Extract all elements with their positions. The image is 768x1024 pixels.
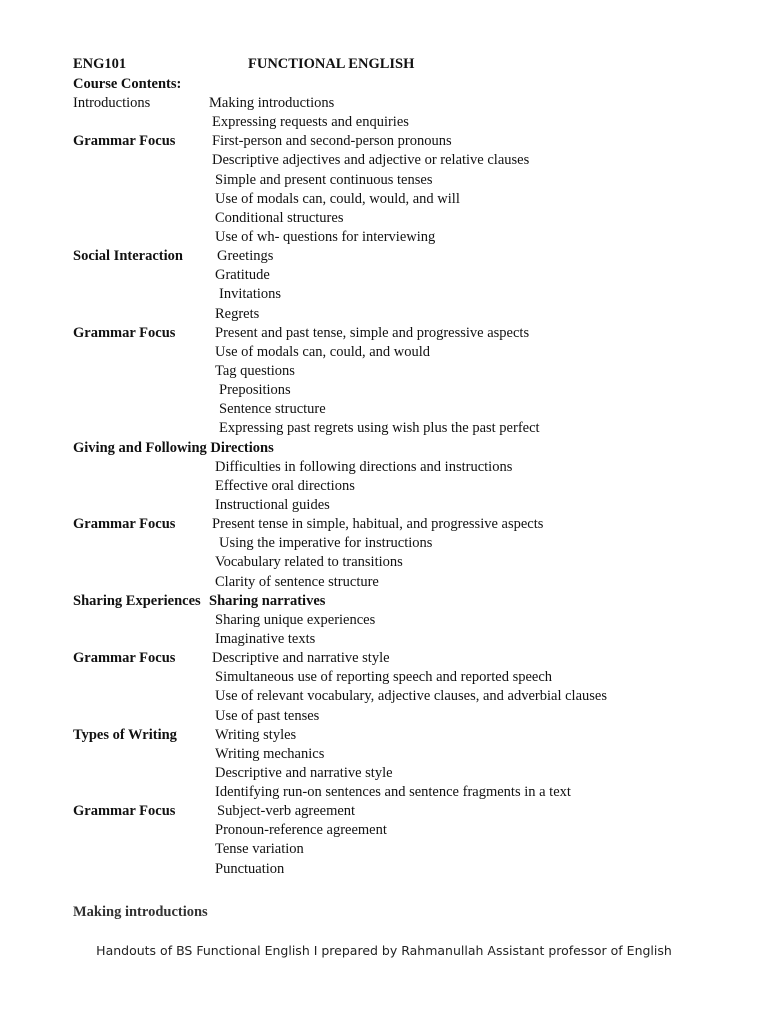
topic-item: Invitations — [219, 286, 282, 303]
topic-item: Use of modals can, could, would, and will — [215, 190, 460, 207]
content-row — [73, 802, 753, 821]
topic-label: Grammar Focus — [73, 803, 176, 820]
content-row — [73, 285, 753, 304]
content-row — [73, 381, 753, 400]
topic-label: Sharing Experiences — [73, 592, 201, 609]
content-row — [73, 171, 753, 190]
topic-item: Present and past tense, simple and progressive aspects — [215, 324, 530, 341]
content-row — [73, 247, 753, 266]
topic-item: Present tense in simple, habitual, and progressive aspects — [212, 516, 544, 533]
content-row — [73, 343, 753, 362]
topic-item: Use of relevant vocabulary, adjective clauses, and adverbial clauses — [215, 688, 607, 705]
topic-item: Prepositions — [219, 382, 291, 399]
topic-item: Writing mechanics — [215, 745, 325, 762]
content-row — [73, 534, 753, 553]
topic-item: Use of modals can, could, and would — [215, 343, 431, 360]
content-row — [73, 132, 753, 151]
content-row — [73, 860, 753, 879]
topic-item: Effective oral directions — [215, 477, 355, 494]
topic-item: Sharing unique experiences — [215, 611, 376, 628]
content-row — [73, 362, 753, 381]
content-row — [73, 94, 753, 113]
topic-item: Imaginative texts — [215, 630, 316, 647]
topic-item: Regrets — [215, 305, 260, 322]
topic-item: Sharing narratives — [209, 592, 326, 609]
topic-item: Clarity of sentence structure — [215, 573, 379, 590]
topic-item: Conditional structures — [215, 209, 344, 226]
header-row — [73, 56, 673, 75]
content-row — [73, 840, 753, 859]
content-row — [73, 400, 753, 419]
topic-label: Social Interaction — [73, 248, 183, 265]
topic-label: Grammar Focus — [73, 650, 176, 667]
topic-item: Using the imperative for instructions — [219, 535, 433, 552]
content-row — [73, 726, 753, 745]
content-row — [73, 745, 753, 764]
topic-item: First-person and second-person pronouns — [212, 133, 452, 150]
content-row — [73, 668, 753, 687]
topic-item: Tense variation — [215, 841, 304, 858]
course-contents-label: Course Contents: — [73, 76, 182, 92]
topic-item: Punctuation — [215, 860, 285, 877]
content-row — [73, 573, 753, 592]
content-row — [73, 477, 753, 496]
content-row — [73, 515, 753, 534]
topic-item: Use of past tenses — [215, 707, 320, 724]
topic-label: Grammar Focus — [73, 133, 176, 150]
content-row — [73, 439, 753, 458]
topic-item: Descriptive adjectives and adjective or relative clauses — [212, 152, 530, 169]
topic-item: Simultaneous use of reporting speech and reported speech — [215, 669, 553, 686]
content-row — [73, 496, 753, 515]
content-row — [73, 821, 753, 840]
content-row — [73, 305, 753, 324]
content-row — [73, 649, 753, 668]
topic-label: Grammar Focus — [73, 516, 176, 533]
content-row — [73, 151, 753, 170]
topic-item: Gratitude — [215, 267, 270, 284]
topic-item: Expressing requests and enquiries — [212, 114, 409, 131]
topic-item: Expressing past regrets using wish plus the past perfect — [219, 420, 540, 437]
content-row — [73, 458, 753, 477]
section-heading: Making introductions — [73, 904, 208, 920]
topic-item: Vocabulary related to transitions — [215, 554, 403, 571]
topic-label: Grammar Focus — [73, 324, 176, 341]
content-row — [73, 266, 753, 285]
content-row — [73, 783, 753, 802]
content-row — [73, 209, 753, 228]
topic-item: Instructional guides — [215, 496, 330, 513]
topic-item: Use of wh- questions for interviewing — [215, 228, 436, 245]
topic-item: Sentence structure — [219, 401, 326, 418]
content-row — [73, 113, 753, 132]
topic-item: Making introductions — [209, 95, 335, 111]
content-row — [73, 419, 753, 438]
content-row — [73, 190, 753, 209]
content-row — [73, 630, 753, 649]
content-row — [73, 324, 753, 343]
content-row — [73, 228, 753, 247]
topic-item: Writing styles — [215, 726, 297, 743]
course-title: FUNCTIONAL ENGLISH — [248, 56, 415, 72]
content-row — [73, 687, 753, 706]
topic-item: Tag questions — [215, 362, 295, 379]
topic-item: Descriptive and narrative style — [212, 650, 390, 667]
topic-label: Introductions — [73, 95, 151, 111]
content-row — [73, 707, 753, 726]
topic-label: Giving and Following Directions — [73, 439, 274, 456]
content-row — [73, 592, 753, 611]
course-code: ENG101 — [73, 56, 127, 72]
topic-label: Types of Writing — [73, 726, 177, 743]
topic-item: Identifying run-on sentences and sentence fragments in a text — [215, 784, 571, 801]
topic-item: Greetings — [217, 248, 274, 265]
topic-item: Pronoun-reference agreement — [215, 822, 387, 839]
topic-item: Descriptive and narrative style — [215, 764, 393, 781]
course-contents-list — [73, 94, 753, 879]
page-footer: Handouts of BS Functional English I prepared by Rahmanullah Assistant professor of English — [96, 943, 672, 958]
content-row — [73, 611, 753, 630]
topic-item: Difficulties in following directions and instructions — [215, 458, 513, 475]
content-row — [73, 764, 753, 783]
content-row — [73, 553, 753, 572]
topic-item: Simple and present continuous tenses — [215, 171, 433, 188]
topic-item: Subject-verb agreement — [217, 803, 356, 820]
